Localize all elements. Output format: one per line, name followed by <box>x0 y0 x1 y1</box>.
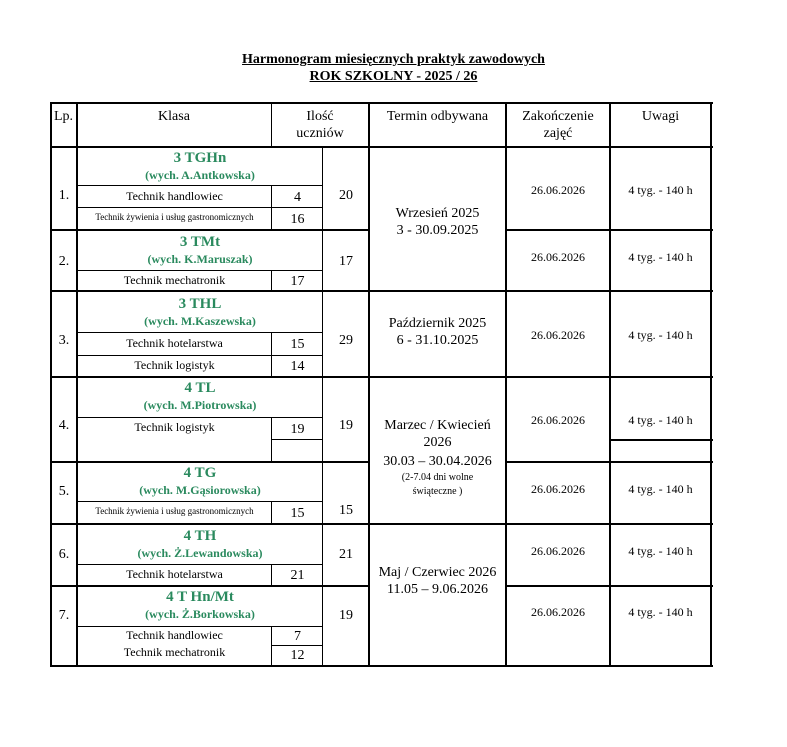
term-3-month: Marzec / Kwiecień <box>384 418 491 433</box>
header-termin: Termin odbywana <box>386 109 489 124</box>
row-sep-6 <box>50 585 370 587</box>
row-4-total: 19 <box>339 418 353 433</box>
row-2-lp: 2. <box>58 254 70 269</box>
row-sep-5 <box>50 523 370 525</box>
row-1-end-date: 26.06.2026 <box>531 183 585 197</box>
header-ilosc-1: Ilość <box>306 109 334 124</box>
row-4-end-date: 26.06.2026 <box>531 413 585 427</box>
row-2-spec-1: Technik mechatronik <box>123 273 226 287</box>
zak-sep-2 <box>505 290 713 292</box>
row-5-spec-1: Technik żywienia i usług gastronomicznych <box>95 506 254 516</box>
term-3-year: 2026 <box>423 435 452 450</box>
header-klasa: Klasa <box>158 109 190 124</box>
row-6-total: 21 <box>339 547 353 562</box>
row-7-count-1: 7 <box>294 629 301 644</box>
row-7-notes: 4 tyg. - 140 h <box>628 605 693 619</box>
row-3-spec-2: Technik logistyk <box>134 358 215 372</box>
zak-sep-5 <box>505 523 713 525</box>
header-zakonczenie-2: zajęć <box>543 126 573 141</box>
row-3-lp: 3. <box>58 333 70 348</box>
row-2-class: 3 TMt <box>179 234 221 250</box>
term-sep-1 <box>368 290 508 292</box>
row-sep-1 <box>50 229 370 231</box>
cell-line <box>77 501 323 502</box>
row-7-class: 4 T Hn/Mt <box>166 589 234 605</box>
row-4-class: 4 TL <box>184 380 216 396</box>
row-7-total: 19 <box>339 608 353 623</box>
row-5-end-date: 26.06.2026 <box>531 482 585 496</box>
row-7-spec-2: Technik mechatronik <box>123 645 226 659</box>
row-6-class: 4 TH <box>183 528 217 544</box>
term-3-note-2: świąteczne ) <box>412 486 463 497</box>
row-1-spec-2: Technik żywienia i usług gastronomicznych <box>95 212 254 222</box>
cell-line <box>77 564 323 565</box>
term-3-dates: 30.03 – 30.04.2026 <box>383 454 492 469</box>
uwagi-sep-4a <box>609 439 713 441</box>
cell-line <box>77 332 323 333</box>
cell-line <box>272 439 323 440</box>
row-1-notes: 4 tyg. - 140 h <box>628 183 693 197</box>
row-1-spec-1: Technik handlowiec <box>126 189 223 203</box>
row-3-total: 29 <box>339 333 353 348</box>
row-2-notes: 4 tyg. - 140 h <box>628 250 693 264</box>
row-3-count-1: 15 <box>290 337 305 352</box>
cell-line <box>77 355 323 356</box>
zak-sep-1 <box>505 229 713 231</box>
term-2-dates: 6 - 31.10.2025 <box>396 333 479 348</box>
row-6-spec-1: Technik hotelarstwa <box>126 567 223 581</box>
row-5-total: 15 <box>339 503 353 518</box>
row-7-count-2: 12 <box>290 648 305 663</box>
row-7-lp: 7. <box>58 608 70 623</box>
row-2-total: 17 <box>339 254 353 269</box>
zak-sep-3 <box>505 376 713 378</box>
term-sep-2 <box>368 376 508 378</box>
row-7-end-date: 26.06.2026 <box>531 605 585 619</box>
row-3-end-date: 26.06.2026 <box>531 328 585 342</box>
row-5-notes: 4 tyg. - 140 h <box>628 482 693 496</box>
term-4-month: Maj / Czerwiec 2026 <box>378 565 497 580</box>
row-1-tutor: (wych. A.Antkowska) <box>145 168 255 182</box>
zak-sep-4 <box>505 461 713 463</box>
table-border-bottom <box>50 665 713 667</box>
header-ilosc-2: uczniów <box>296 126 344 141</box>
header-sep <box>50 146 713 148</box>
row-6-lp: 6. <box>58 547 70 562</box>
row-6-tutor: (wych. Ż.Lewandowska) <box>137 546 263 560</box>
row-3-tutor: (wych. M.Kaszewska) <box>144 314 256 328</box>
row-3-spec-1: Technik hotelarstwa <box>126 336 223 350</box>
row-2-count-1: 17 <box>290 274 305 289</box>
row-6-notes: 4 tyg. - 140 h <box>628 544 693 558</box>
row-7-tutor: (wych. Ż.Borkowska) <box>145 607 255 621</box>
row-4-count-1: 19 <box>290 422 305 437</box>
term-1-month: Wrzesień 2025 <box>395 206 480 221</box>
term-4-dates: 11.05 – 9.06.2026 <box>387 582 488 597</box>
row-sep-3 <box>50 376 370 378</box>
header-uwagi: Uwagi <box>641 109 680 124</box>
term-sep-3 <box>368 523 508 525</box>
header-lp: Lp. <box>53 109 74 124</box>
row-2-end-date: 26.06.2026 <box>531 250 585 264</box>
cell-line <box>77 417 323 418</box>
table-border-top <box>50 102 713 104</box>
row-1-class: 3 TGHn <box>173 150 227 166</box>
row-5-tutor: (wych. M.Gąsiorowska) <box>139 483 261 497</box>
row-4-tutor: (wych. M.Piotrowska) <box>143 398 257 412</box>
row-3-count-2: 14 <box>290 359 305 374</box>
row-5-class: 4 TG <box>183 465 217 481</box>
row-4-lp: 4. <box>58 418 70 433</box>
row-2-tutor: (wych. K.Maruszak) <box>147 252 253 266</box>
row-4-notes: 4 tyg. - 140 h <box>628 413 693 427</box>
cell-line <box>77 207 323 208</box>
row-sep-4 <box>50 461 370 463</box>
zak-sep-6 <box>505 585 713 587</box>
header-zakonczenie-1: Zakończenie <box>522 109 594 124</box>
row-4-spec-1: Technik logistyk <box>134 420 215 434</box>
row-3-class: 3 THL <box>178 296 222 312</box>
row-sep-2 <box>50 290 370 292</box>
row-5-lp: 5. <box>58 484 70 499</box>
term-3-note-1: (2-7.04 dni wolne <box>401 472 474 483</box>
page-title: Harmonogram miesięcznych praktyk zawodowych <box>242 52 545 67</box>
row-1-count-2: 16 <box>290 212 305 227</box>
cell-line <box>272 645 323 646</box>
page-subtitle: ROK SZKOLNY - 2025 / 26 <box>309 69 478 84</box>
row-6-end-date: 26.06.2026 <box>531 544 585 558</box>
row-7-spec-1: Technik handlowiec <box>126 628 223 642</box>
row-6-count-1: 21 <box>290 568 305 583</box>
row-1-total: 20 <box>339 188 353 203</box>
term-1-dates: 3 - 30.09.2025 <box>396 223 479 238</box>
row-1-count-1: 4 <box>294 190 301 205</box>
row-5-count-1: 15 <box>290 506 305 521</box>
term-2-month: Październik 2025 <box>388 316 487 331</box>
row-3-notes: 4 tyg. - 140 h <box>628 328 693 342</box>
cell-line <box>77 185 323 186</box>
row-1-lp: 1. <box>58 188 70 203</box>
cell-line <box>77 270 323 271</box>
